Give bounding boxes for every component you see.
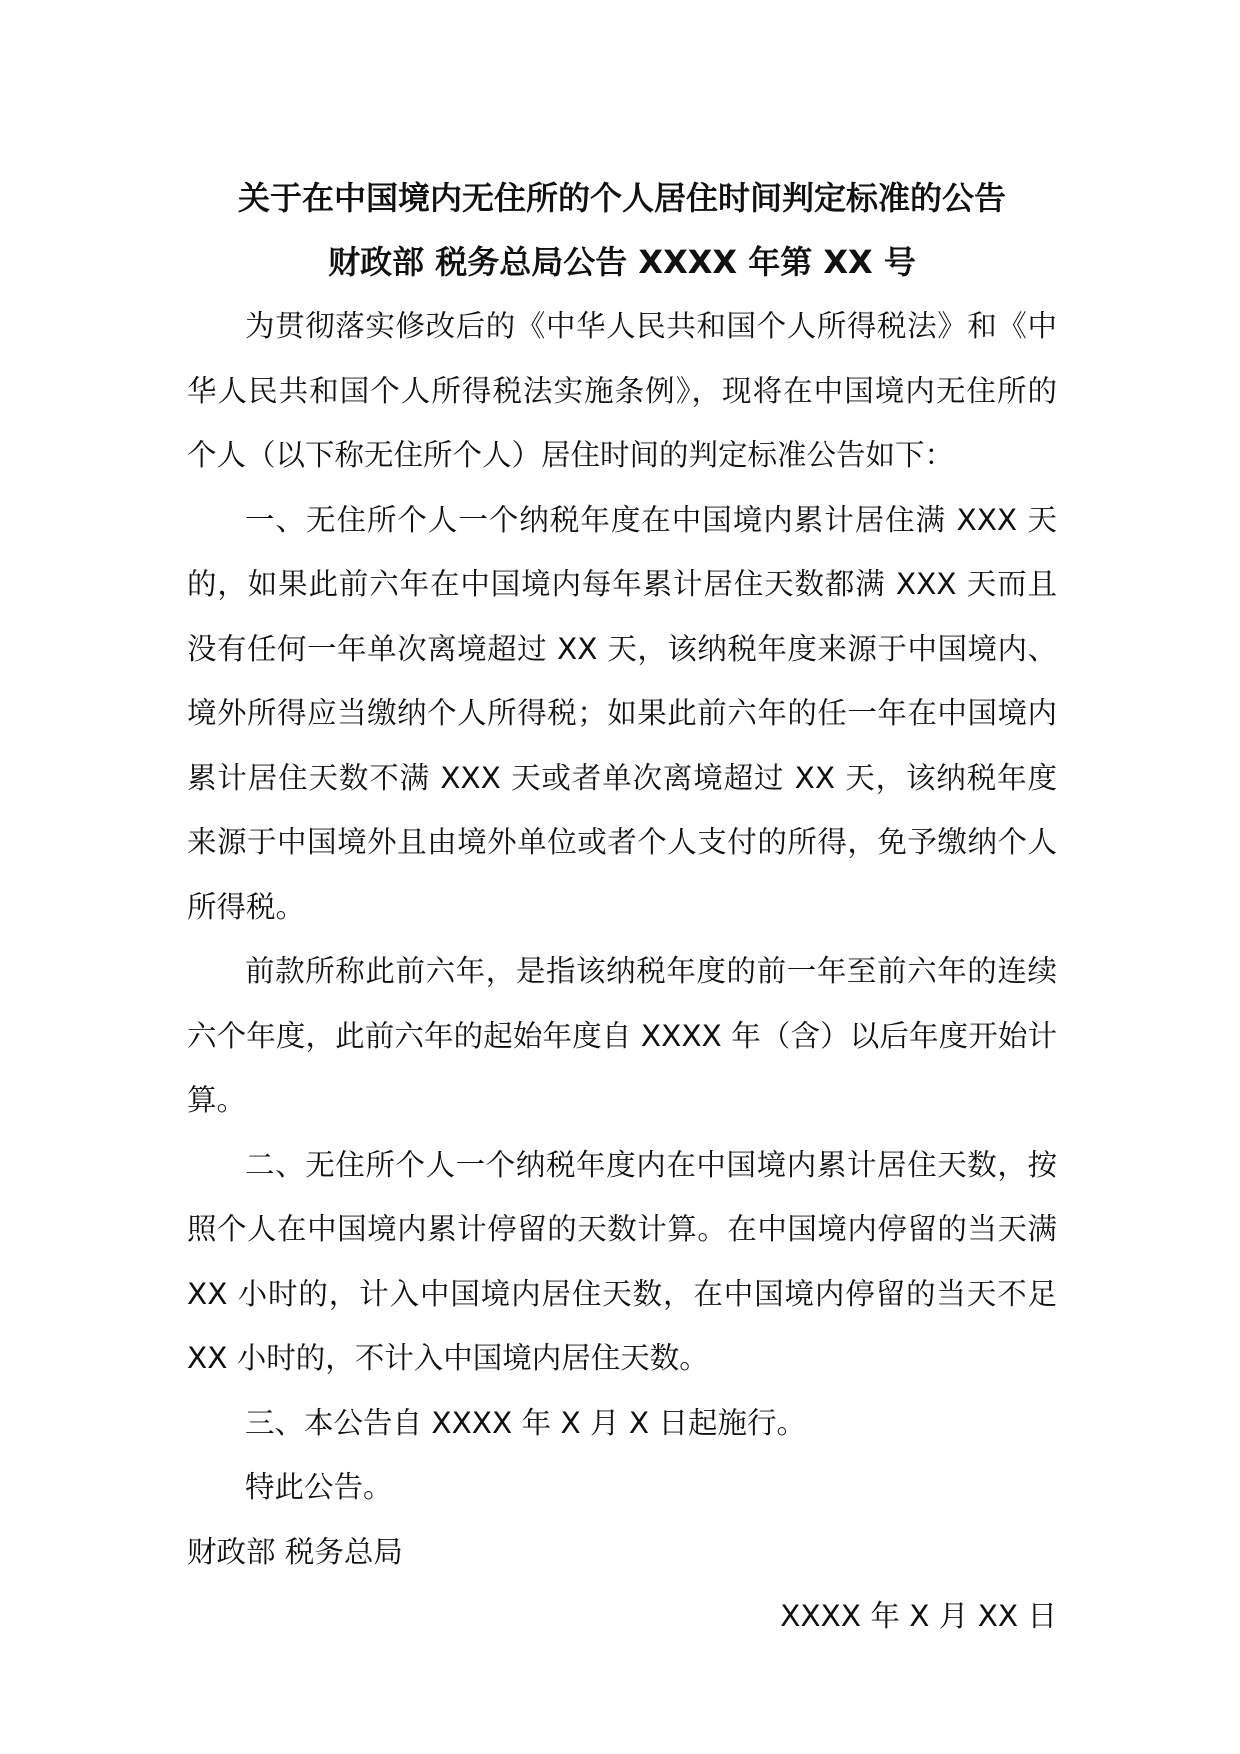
document-body — [187, 166, 1057, 1649]
document-title: 关于在中国境内无住所的个人居住时间判定标准的公告 — [237, 179, 1006, 217]
intro-paragraph: 为贯彻落实修改后的《中华人民共和国个人所得税法》和《中华人民共和国个人所得税法实施条例》，现将在中国境内无住所的个人（以下称无住所个人）居住时间的判定标准公告如下： — [187, 309, 1057, 472]
item-three-paragraph: 三、本公告自 XXXX 年 X 月 X 日起施行。 — [245, 1405, 807, 1440]
item-one-note-paragraph: 前款所称此前六年，是指该纳税年度的前一年至前六年的连续六个年度，此前六年的起始年度自 XXXX 年（含）以后年度开始计算。 — [187, 954, 1057, 1117]
closing-statement: 特此公告。 — [245, 1470, 393, 1504]
item-one-paragraph: 一、无住所个人一个纳税年度在中国境内累计居住满 XXX 天的，如果此前六年在中国境内每年累计居住天数都满 XXX 天而且没有任何一年单次离境超过 XX 天，该纳税年度来源于中国境内、境外所得应当缴纳个人所得税；如果此前六年的任一年在中国境内累计居住天数不满 XXX 天或者单次离境超过 XX 天，该纳税年度来源于中国境外且由境外单位或者个人支付的所得，免予缴纳个人所得税。 — [187, 502, 1057, 924]
issuer-signature: 财政部 税务总局 — [187, 1534, 403, 1569]
document-number: 财政部 税务总局公告 XXXX 年第 XX 号 — [328, 243, 916, 281]
issue-date: XXXX 年 X 月 XX 日 — [780, 1599, 1057, 1633]
item-two-paragraph: 二、无住所个人一个纳税年度内在中国境内累计居住天数，按照个人在中国境内累计停留的天数计算。在中国境内停留的当天满 XX 小时的，计入中国境内居住天数，在中国境内停留的当天不足 XX 小时的，不计入中国境内居住天数。 — [187, 1147, 1057, 1375]
